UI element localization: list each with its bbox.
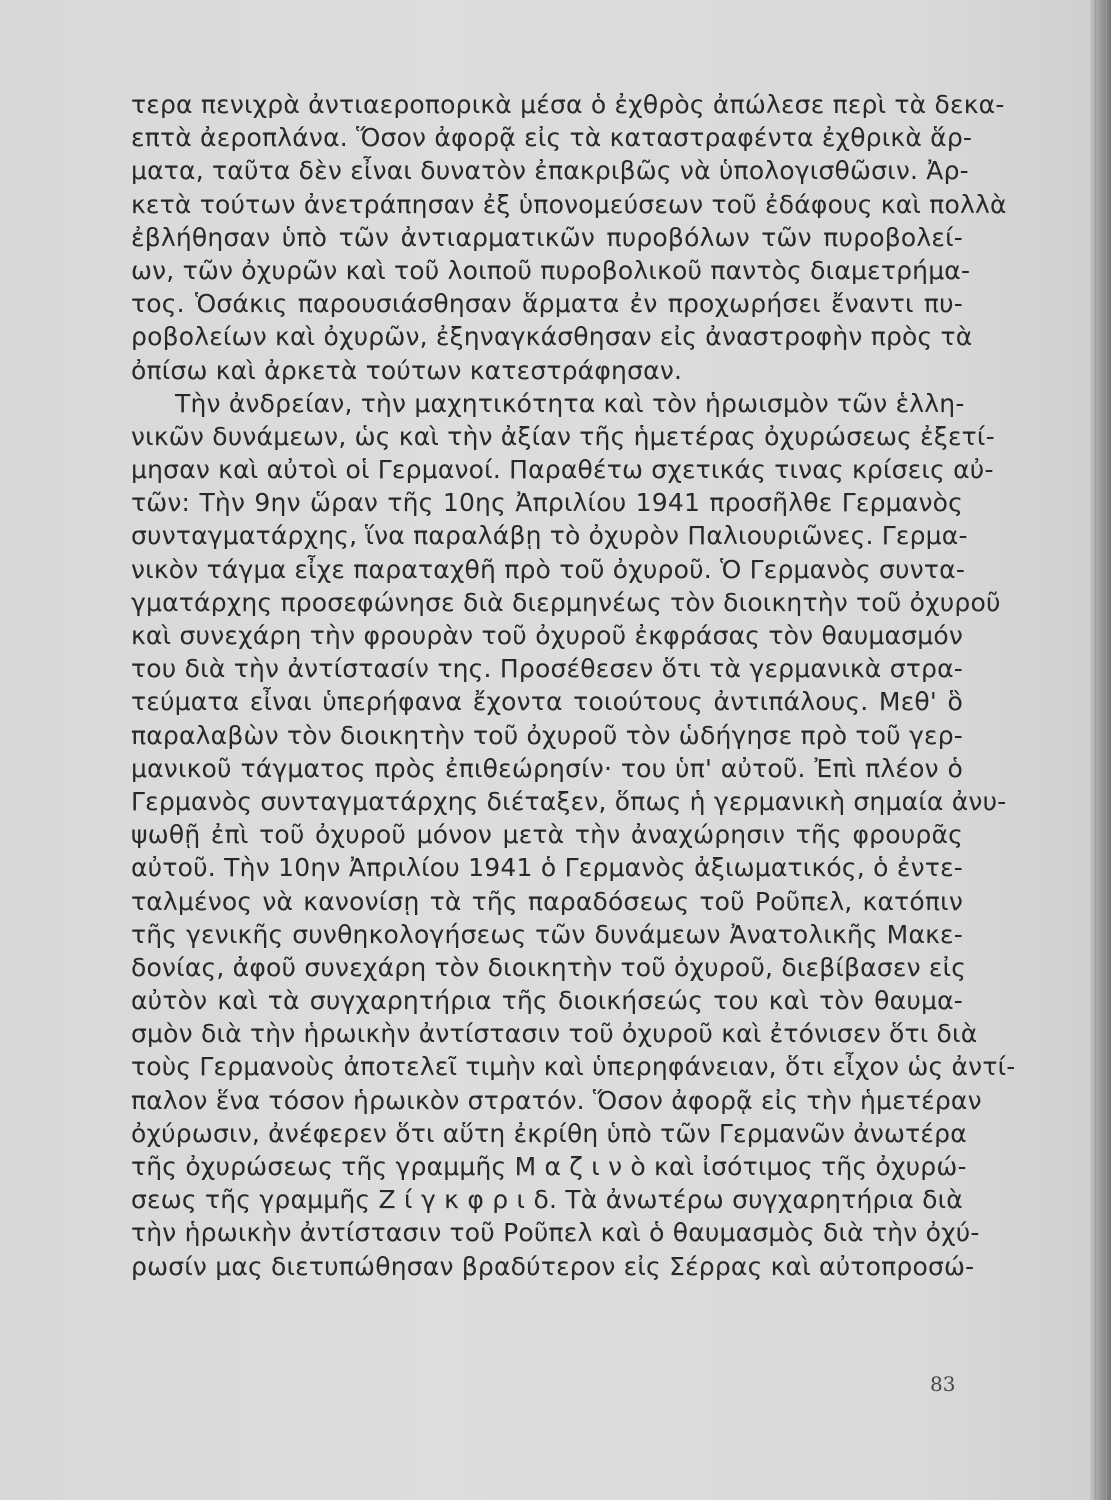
text-line: επτὰ ἀεροπλάνα. Ὅσον ἀφορᾷ εἰς τὰ καταστραφέντα ἐχθρικὰ ἅρ- (131, 123, 973, 153)
page-edge (1090, 0, 1111, 1500)
text-line: δονίας, ἀφοῦ συνεχάρη τὸν διοικητὴν τοῦ ὀχυροῦ, διεβίβασεν εἰς (131, 952, 967, 982)
text-line: τοὺς Γερμανοὺς ἀποτελεῖ τιμὴν καὶ ὑπερηφάνειαν, ὅτι εἶχον ὡς ἀντί- (131, 1052, 1016, 1082)
page-edge-line (1101, 0, 1102, 1500)
text-line: ματα, ταῦτα δὲν εἶναι δυνατὸν ἐπακριβῶς νὰ ὑπολογισθῶσιν. Ἀρ- (131, 156, 969, 186)
text-line: γματάρχης προσεφώνησε διὰ διερμηνέως τὸν διοικητὴν τοῦ ὀχυροῦ (131, 587, 1001, 617)
text-line: ων, τῶν ὀχυρῶν καὶ τοῦ λοιποῦ πυροβολικοῦ παντὸς διαμετρήμα- (131, 255, 971, 285)
text-line: Τὴν ἀνδρείαν, τὴν μαχητικότητα καὶ τὸν ἡρωισμὸν τῶν ἑλλη- (175, 388, 965, 418)
text-line: τος. Ὁσάκις παρουσιάσθησαν ἅρματα ἐν προχωρήσει ἔναντι πυ- (131, 289, 963, 319)
text-line: ρωσίν μας διετυπώθησαν βραδύτερον εἰς Σέρρας καὶ αὐτοπροσώ- (131, 1251, 975, 1281)
text-line: μησαν καὶ αὐτοὶ οἱ Γερμανοί. Παραθέτω σχετικάς τινας κρίσεις αὐ- (131, 455, 994, 485)
text-line: ταλμένος νὰ κανονίσῃ τὰ τῆς παραδόσεως τοῦ Ροῦπελ, κατόπιν (131, 886, 963, 916)
text-line: σεως τῆς γραμμῆς Ζ ί γ κ φ ρ ι δ. Τὰ ἀνωτέρω συγχαρητήρια διὰ (131, 1185, 963, 1215)
text-line: ὀπίσω καὶ ἀρκετὰ τούτων κατεστράφησαν. (131, 355, 683, 385)
page-edge-line (1106, 0, 1107, 1500)
text-line: τῶν: Τὴν 9ην ὥραν τῆς 10ης Ἀπριλίου 1941 προσῆλθε Γερμανὸς (131, 488, 963, 518)
text-line: ὀχύρωσιν, ἀνέφερεν ὅτι αὕτη ἐκρίθη ὑπὸ τῶν Γερμανῶν ἀνωτέρα (131, 1118, 967, 1148)
text-line: σμὸν διὰ τὴν ἡρωικὴν ἀντίστασιν τοῦ ὀχυροῦ καὶ ἐτόνισεν ὅτι διὰ (131, 1019, 978, 1049)
text-line: τὴν ἡρωικὴν ἀντίστασιν τοῦ Ροῦπελ καὶ ὁ θαυμασμὸς διὰ τὴν ὀχύ- (131, 1218, 980, 1248)
text-line: τῆς ὀχυρώσεως τῆς γραμμῆς Μ α ζ ι ν ὸ καὶ ἰσότιμος τῆς ὀχυρώ- (131, 1152, 967, 1181)
text-line: ἐβλήθησαν ὑπὸ τῶν ἀντιαρματικῶν πυροβόλων τῶν πυροβολεί- (131, 222, 963, 252)
text-line: μανικοῦ τάγματος πρὸς ἐπιθεώρησίν· του ὑπ' αὐτοῦ. Ἐπὶ πλέον ὁ (131, 753, 963, 783)
text-line: αὐτοῦ. Τὴν 10ην Ἀπριλίου 1941 ὁ Γερμανὸς ἀξιωματικός, ὁ ἐντε- (131, 853, 963, 883)
text-line: παραλαβὼν τὸν διοικητὴν τοῦ ὀχυροῦ τὸν ὡδήγησε πρὸ τοῦ γερ- (131, 720, 963, 750)
page-number: 83 (930, 1372, 956, 1396)
text-line: καὶ συνεχάρη τὴν φρουρὰν τοῦ ὀχυροῦ ἐκφράσας τὸν θαυμασμόν (131, 621, 963, 650)
text-line: κετὰ τούτων ἀνετράπησαν ἐξ ὑπονομεύσεων τοῦ ἐδάφους καὶ πολλὰ (131, 189, 1007, 219)
text-line: συνταγματάρχης, ἵνα παραλάβῃ τὸ ὀχυρὸν Παλιουριῶνες. Γερμα- (131, 521, 968, 551)
text-line: του διὰ τὴν ἀντίστασίν της. Προσέθεσεν ὅτι τὰ γερμανικὰ στρα- (131, 654, 963, 684)
text-line: αὐτὸν καὶ τὰ συγχαρητήρια τῆς διοικήσεώς του καὶ τὸν θαυμα- (131, 986, 963, 1016)
text-line: Γερμανὸς συνταγματάρχης διέταξεν, ὅπως ἡ γερμανικὴ σημαία ἀνυ- (131, 786, 1007, 816)
text-line: ροβολείων καὶ ὀχυρῶν, ἐξηναγκάσθησαν εἰς ἀναστροφὴν πρὸς τὰ (131, 322, 973, 352)
text-line: νικὸν τάγμα εἶχε παραταχθῆ πρὸ τοῦ ὀχυροῦ. Ὁ Γερμανὸς συντα- (131, 554, 966, 584)
text-line: νικῶν δυνάμεων, ὡς καὶ τὴν ἀξίαν τῆς ἡμετέρας ὀχυρώσεως ἐξετί- (131, 421, 995, 451)
text-line: παλον ἕνα τόσον ἡρωικὸν στρατόν. Ὅσον ἀφορᾷ εἰς τὴν ἡμετέραν (131, 1085, 982, 1115)
text-line: ψωθῇ ἐπὶ τοῦ ὀχυροῦ μόνον μετὰ τὴν ἀναχώρησιν τῆς φρουρᾶς (131, 820, 963, 850)
body-text (131, 88, 1016, 1283)
text-line: τερα πενιχρὰ ἀντιαεροπορικὰ μέσα ὁ ἐχθρὸς ἀπώλεσε περὶ τὰ δεκα- (131, 90, 1005, 119)
text-line: τῆς γενικῆς συνθηκολογήσεως τῶν δυνάμεων Ἀνατολικῆς Μακε- (131, 919, 963, 949)
page-edge-line (1095, 0, 1096, 1500)
text-line: τεύματα εἶναι ὑπερήφανα ἔχοντα τοιούτους ἀντιπάλους. Μεθ' ὃ (131, 687, 963, 717)
